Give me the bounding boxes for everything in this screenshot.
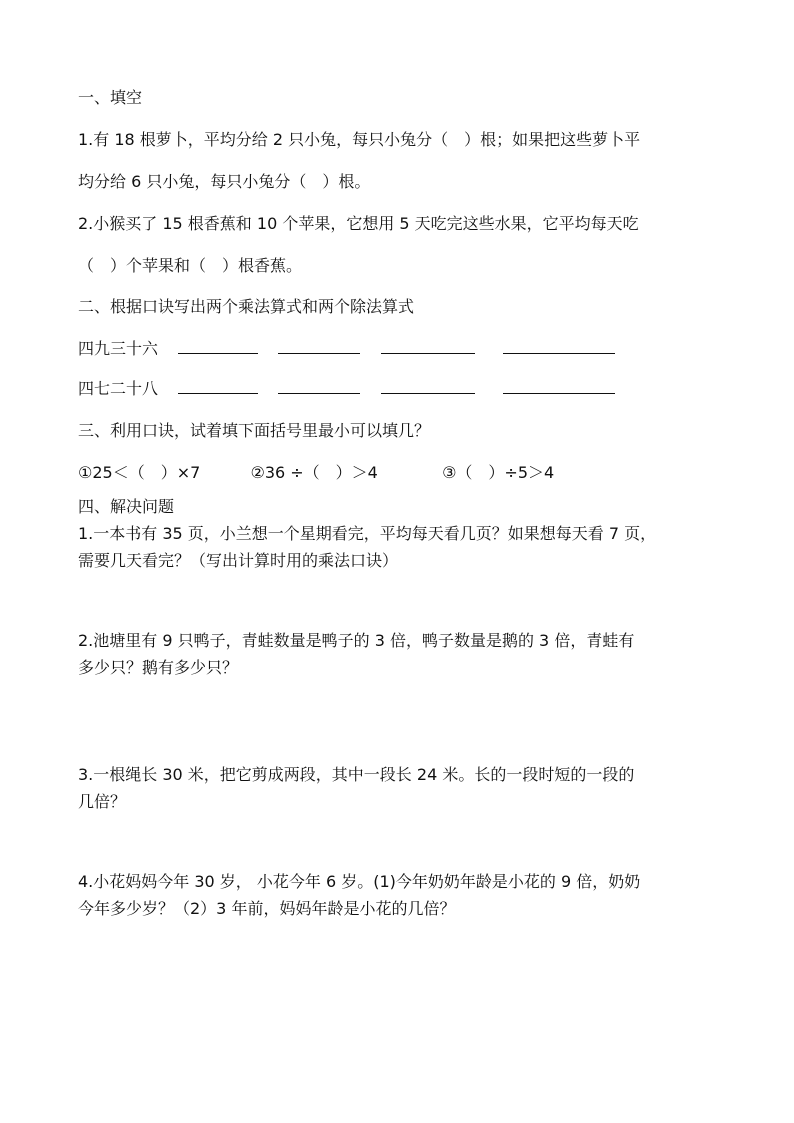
multiplication-row [78,379,615,399]
problem3-line1: 3.一根绳长 30 米，把它剪成两段，其中一段长 24 米。长的一段时短的一段的 [78,765,635,784]
q1-line1: 1.有 18 根萝卜，平均分给 2 只小兔，每只小兔分（ ）根；如果把这些萝卜平 [78,130,641,149]
answer-blank[interactable] [503,339,615,354]
problem2-line2: 多少只？鹅有多少只？ [78,658,239,677]
section2-heading: 二、根据口诀写出两个乘法算式和两个除法算式 [78,297,415,316]
multiplication-row [78,339,615,359]
inequality-item: ①25＜（ ）×7 [78,463,201,482]
q2-line2: （ ）个苹果和（ ）根香蕉。 [78,256,303,275]
answer-blank[interactable] [178,339,258,354]
q2-line1: 2.小猴买了 15 根香蕉和 10 个苹果，它想用 5 天吃完这些水果，它平均每天吃 [78,214,639,233]
answer-blank[interactable] [278,339,360,354]
answer-blank[interactable] [178,379,258,394]
section4-heading: 四、解决问题 [78,497,175,516]
problem2-line1: 2.池塘里有 9 只鸭子，青蛙数量是鸭子的 3 倍，鸭子数量是鹅的 3 倍，青蛙有 [78,631,635,650]
problem4-line2: 今年多少岁？（2）3 年前，妈妈年龄是小花的几倍？ [78,899,456,918]
problem1-line1: 1.一本书有 35 页，小兰想一个星期看完，平均每天看几页？如果想每天看 7 页， [78,524,657,543]
q1-line2: 均分给 6 只小兔，每只小兔分（ ）根。 [78,172,371,191]
row-label: 四七二十八 [78,379,159,398]
inequality-item: ②36 ÷（ ）＞4 [250,463,378,482]
section3-heading: 三、利用口诀，试着填下面括号里最小可以填几？ [78,421,431,440]
answer-blank[interactable] [278,379,360,394]
problem1-line2: 需要几天看完？（写出计算时用的乘法口诀） [78,551,399,570]
inequality-item: ③（ ）÷5＞4 [442,463,555,482]
problem3-line2: 几倍？ [78,792,127,811]
section3-items [78,463,554,483]
section1-heading: 一、填空 [78,88,143,107]
answer-blank[interactable] [381,379,475,394]
answer-blank[interactable] [503,379,615,394]
problem4-line1: 4.小花妈妈今年 30 岁， 小花今年 6 岁。(1)今年奶奶年龄是小花的 9 倍，奶奶 [78,872,641,891]
answer-blank[interactable] [381,339,475,354]
row-label: 四九三十六 [78,339,159,358]
